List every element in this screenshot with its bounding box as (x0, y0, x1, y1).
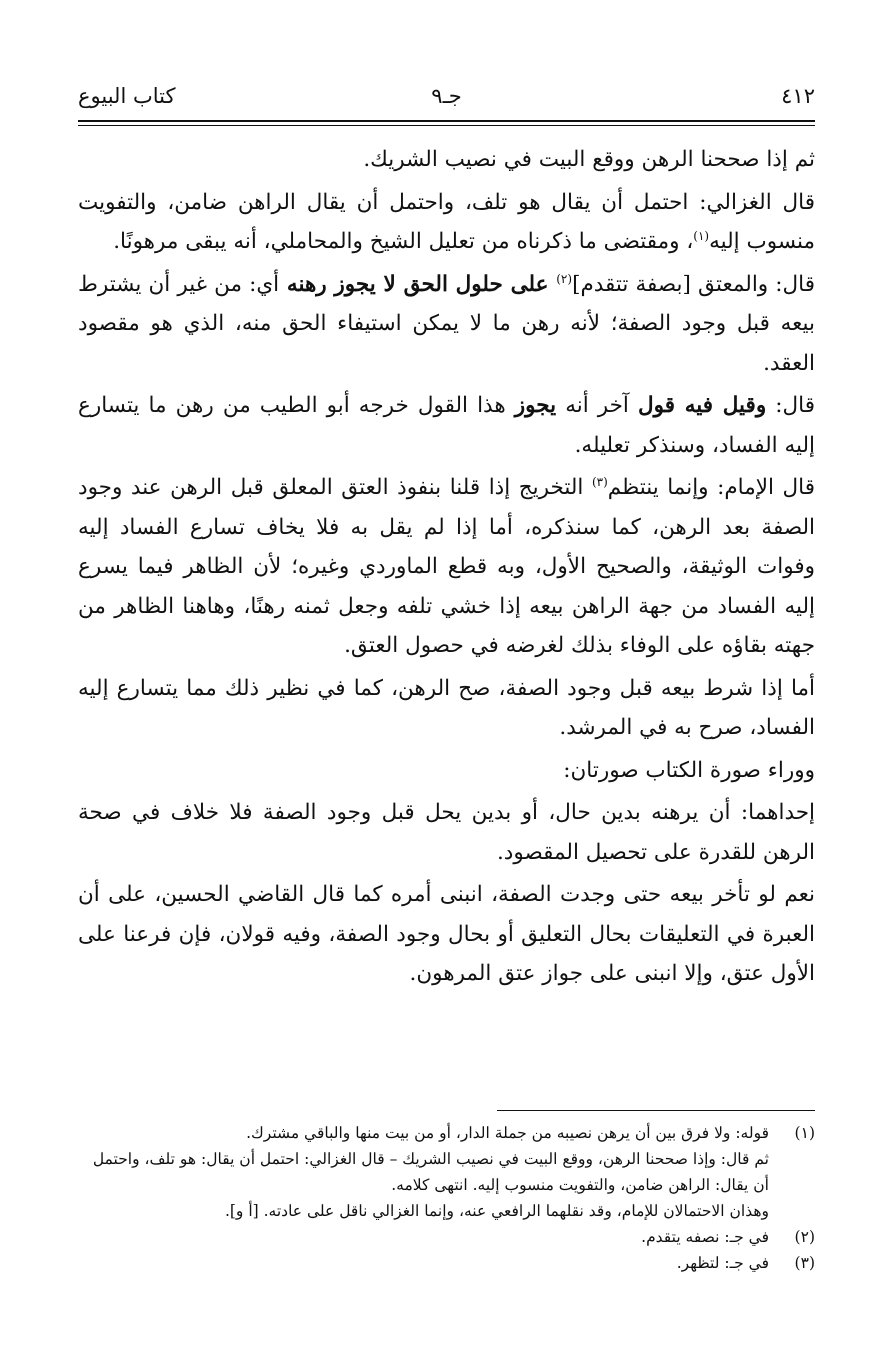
paragraph-6-text: أما إذا شرط بيعه قبل وجود الصفة، صح الرهن، كما في نظير ذلك مما يتسارع إليه الفساد، صرح به في المرشد. (78, 675, 815, 740)
footnote-1-continuation-1: ثم قال: وإذا صححنا الرهن، ووقع البيت في نصيب الشريك – قال الغزالي: احتمل أن يقال: هو تلف، واحتمل أن يقال: الراهن ضامن، والتفويت منسوب إليه. انتهى كلامه. (92, 1150, 769, 1194)
paragraph-5-text-a: قال الإمام: وإنما ينتظم (607, 475, 815, 500)
footnote-1-continuation-2: وهذان الاحتمالان للإمام، وقد نقلهما الرافعي عنه، وإنما الغزالي ناقل على عادته. [أ و]. (224, 1202, 769, 1220)
paragraph-7-text: ووراء صورة الكتاب صورتان: (563, 757, 815, 783)
footnote-number: (٣) (794, 1254, 815, 1272)
footnote-separator (497, 1110, 815, 1111)
volume-label: جـ٩ (431, 84, 462, 108)
footnote-ref-2[interactable]: (٢) (556, 271, 573, 286)
paragraph-1 (78, 140, 815, 180)
main-text (78, 140, 815, 997)
page-header (78, 78, 815, 118)
paragraph-8-text: إحداهما: أن يرهنه بدين حال، أو بدين يحل قبل وجود الصفة فلا خلاف في صحة الرهن للقدرة على تحصيل المقصود. (78, 800, 815, 865)
paragraph-3-text-a: قال: والمعتق [بصفة تتقدم] (572, 271, 815, 297)
paragraph-3-bold-text: على حلول الحق لا يجوز رهنه (279, 271, 557, 297)
paragraph-4-text-c: هذا القول خرجه أبو الطيب من رهن ما يتسارع إليه الفساد، وسنذكر تعليله. (78, 393, 815, 458)
footnote-ref-1[interactable]: (١) (693, 228, 710, 243)
footnote-ref-3[interactable]: (٣) (591, 474, 608, 489)
paragraph-2-text-a: قال الغزالي: احتمل أن يقال هو تلف، واحتمل أن يقال الراهن ضامن، والتفويت منسوب إليه (78, 189, 815, 254)
paragraph-4-text-b: آخر أنه (556, 393, 638, 418)
header-rule-thin (78, 125, 815, 126)
header-rule-thick (78, 120, 815, 122)
paragraph-2-text-b: ، ومقتضى ما ذكرناه من تعليل الشيخ والمحاملي، أنه يبقى مرهونًا. (113, 229, 694, 254)
book-title: كتاب البيوع (78, 84, 176, 108)
paragraph-4-bold-text-2: يجوز (514, 393, 557, 418)
paragraph-4-bold-text-1: وقيل فيه قول (638, 393, 767, 418)
page-number: ٤١٢ (781, 84, 815, 108)
footnote-text: قوله: ولا فرق بين أن يرهن نصيبه من جملة الدار، أو من بيت منها والباقي مشترك. (246, 1124, 769, 1142)
footnotes (78, 1120, 815, 1276)
paragraph-9 (78, 875, 815, 994)
book-page (78, 78, 815, 1308)
footnote-2 (78, 1224, 815, 1250)
paragraph-5 (78, 468, 815, 666)
paragraph-7 (78, 751, 815, 791)
footnote-text: في جـ: لتظهر. (676, 1254, 769, 1272)
paragraph-3 (78, 265, 815, 384)
footnote-text: في جـ: نصفه يتقدم. (641, 1228, 769, 1246)
paragraph-8 (78, 793, 815, 872)
footnote-3 (78, 1250, 815, 1276)
paragraph-5-text-b: التخريج إذا قلنا بنفوذ العتق المعلق قبل الرهن عند وجود الصفة بعد الرهن، كما سنذكره، أما إذا لم يقل به فلا يخاف تسارع الفساد إليه وفوات الوثيقة، والصحيح الأول، وبه قطع الماوردي وغيره؛ لأن الظاهر فيما يسرع إليه الفساد من جهة الراهن بيعه إذا خشي تلفه وجعل ثمنه رهنًا، وهاهنا الظاهر من جهته بقاؤه على الوفاء بذلك لغرضه في حصول العتق. (78, 475, 815, 658)
paragraph-4 (78, 386, 815, 465)
paragraph-2 (78, 183, 815, 262)
paragraph-4-text-a: قال: (766, 393, 815, 418)
paragraph-1-text: ثم إذا صححنا الرهن ووقع البيت في نصيب الشريك. (363, 147, 815, 172)
paragraph-3-text-b: أي: من غير أن يشترط بيعه قبل وجود الصفة؛ لأنه رهن ما لا يمكن استيفاء الحق منه، الذي هو مقصود العقد. (78, 271, 815, 376)
footnote-number: (١) (794, 1124, 815, 1142)
footnote-number: (٢) (794, 1228, 815, 1246)
paragraph-9-text: نعم لو تأخر بيعه حتى وجدت الصفة، انبنى أمره كما قال القاضي الحسين، على أن العبرة في التعليقات بحال التعليق أو بحال وجود الصفة، وفيه قولان، فإن فرعنا على الأول عتق، وإلا انبنى على جواز عتق المرهون. (78, 882, 815, 986)
footnote-1 (78, 1120, 815, 1146)
paragraph-6 (78, 669, 815, 748)
